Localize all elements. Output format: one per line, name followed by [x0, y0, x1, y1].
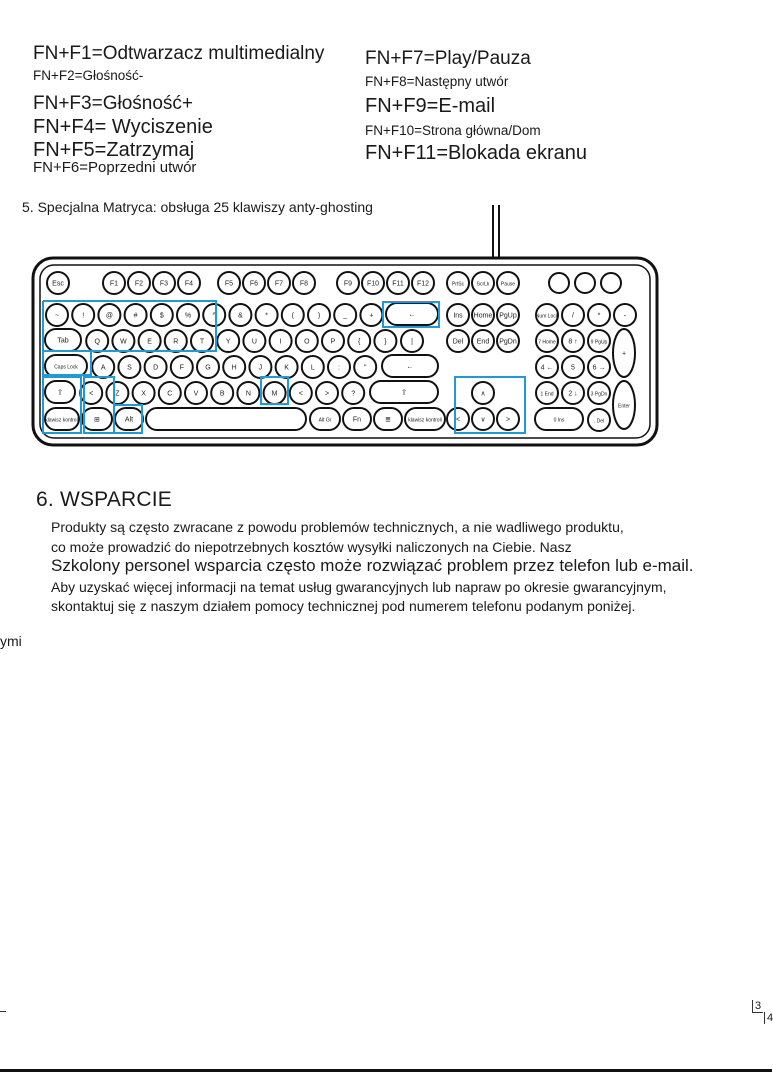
- key-label: R: [173, 338, 179, 346]
- section6-line-2: co może prowadzić do niepotrzebnych kosztów wysyłki naliczonych na Ciebie. Nasz: [51, 539, 572, 555]
- key-label: ⊞: [94, 416, 100, 424]
- key-label: Ins: [453, 312, 463, 320]
- key-label: Caps Lock: [54, 364, 78, 371]
- fn-f5-text: FN+F5=Zatrzymaj: [33, 139, 195, 161]
- key-label: F2: [134, 280, 144, 288]
- key-label: |: [411, 338, 413, 346]
- key-label: F5: [224, 280, 234, 288]
- key-label: ^: [212, 312, 216, 320]
- key-label: Q: [94, 338, 100, 346]
- key-label: D: [153, 364, 159, 372]
- key-label: <: [89, 390, 94, 398]
- key-label: Tab: [57, 337, 69, 345]
- key-label: {: [358, 338, 361, 346]
- key-label: M: [271, 390, 278, 398]
- key-label: Del: [452, 338, 464, 346]
- key-label: L: [310, 364, 315, 372]
- key-label: A: [100, 364, 106, 372]
- key-label: F4: [184, 280, 194, 288]
- key-label: >: [324, 390, 330, 398]
- fn-f9-text: FN+F9=E-mail: [365, 95, 496, 117]
- key-label: F9: [343, 280, 353, 288]
- key-76: [146, 408, 306, 430]
- key-label: F7: [274, 280, 284, 288]
- key-label: <: [455, 416, 461, 424]
- fn-f1-text: FN+F1=Odtwarzacz multimedialny: [33, 43, 325, 64]
- key-18: [601, 273, 621, 293]
- key-label: 9 PgUp: [590, 339, 608, 346]
- key-label: S: [127, 364, 132, 372]
- key-label: X: [141, 390, 146, 398]
- key-label: Pause: [500, 281, 516, 288]
- key-label: P: [330, 338, 336, 346]
- key-label: 3 PgDn: [590, 391, 608, 398]
- key-label: ): [317, 312, 321, 320]
- fn-f6-text: FN+F6=Poprzedni utwór: [33, 159, 197, 176]
- key-label: ?: [351, 390, 356, 398]
- key-label: ←: [406, 363, 414, 371]
- fn-f4-text: FN+F4= Wyciszenie: [33, 116, 213, 138]
- key-label: F6: [249, 280, 259, 288]
- key-label: ≣: [385, 416, 391, 424]
- key-label: ": [363, 364, 367, 372]
- key-label: Num Lock: [535, 313, 559, 320]
- key-label: ⇧: [57, 389, 63, 397]
- key-label: 7 Home: [538, 339, 556, 346]
- key-label: O: [304, 338, 310, 346]
- fn-f3-text: FN+F3=Głośność+: [33, 93, 193, 114]
- key-label: PgDn: [499, 338, 517, 346]
- key-label: Alt: [124, 416, 134, 424]
- key-label: T: [199, 338, 205, 346]
- key-label: klawisz kontroli: [45, 417, 79, 424]
- key-label: *: [597, 312, 601, 320]
- key-label: (: [291, 312, 294, 320]
- section6-title: 6. WSPARCIE: [36, 488, 173, 511]
- key-label: #: [133, 312, 138, 320]
- key-label: !: [82, 312, 85, 320]
- key-label: ←: [408, 311, 416, 319]
- page-number: 3: [752, 1000, 763, 1013]
- key-label: PgUp: [499, 312, 517, 320]
- key-label: +: [369, 312, 374, 320]
- key-label: F8: [299, 280, 309, 288]
- key-label: G: [205, 364, 211, 372]
- key-label: Fn: [352, 416, 362, 424]
- key-label: F3: [159, 280, 169, 288]
- key-label: &: [238, 312, 243, 320]
- key-label: /: [572, 312, 574, 320]
- section6-line-4: Aby uzyskać więcej informacji na temat usług gwarancyjnych lub napraw po okresie gwarancyjnym,: [51, 579, 667, 595]
- key-label: N: [245, 390, 251, 398]
- key-label: Enter: [618, 403, 630, 410]
- key-label: B: [219, 390, 225, 398]
- key-label: %: [184, 312, 192, 320]
- key-label: ⇧: [401, 389, 407, 397]
- key-label: 4 ←: [540, 364, 554, 372]
- key-label: H: [231, 364, 237, 372]
- key-label: +: [621, 350, 627, 358]
- key-label: _: [343, 312, 348, 320]
- page-number-next: 4: [764, 1012, 773, 1024]
- fn-f2-text: FN+F2=Głośność-: [33, 68, 144, 83]
- key-label: ScrLk: [476, 281, 490, 288]
- key-label: }: [384, 338, 387, 346]
- section5-text: 5. Specjalna Matryca: obsługa 25 klawiszy anty-ghosting: [22, 199, 373, 215]
- key-label: 5: [571, 364, 575, 372]
- key-label: Esc: [52, 280, 64, 288]
- key-label: PrtSc: [451, 281, 465, 288]
- key-label: End: [476, 338, 490, 346]
- fn-f8-text: FN+F8=Następny utwór: [365, 74, 509, 89]
- key-label: Home: [473, 312, 493, 320]
- key-label: . Del: [593, 418, 605, 425]
- key-label: F11: [392, 280, 404, 288]
- key-label: @: [105, 312, 113, 320]
- key-label: ∨: [480, 416, 486, 424]
- fn-f7-text: FN+F7=Play/Pauza: [365, 48, 531, 69]
- key-16: [549, 273, 569, 293]
- fn-f10-text: FN+F10=Strona główna/Dom: [365, 123, 541, 138]
- key-label: V: [193, 390, 199, 398]
- key-label: K: [284, 364, 289, 372]
- text-fragment-left: ymi: [0, 633, 22, 649]
- fn-f11-text: FN+F11=Blokada ekranu: [365, 142, 587, 164]
- crop-mark: [0, 1011, 6, 1012]
- key-label: *: [265, 312, 268, 320]
- key-label: $: [159, 312, 164, 320]
- key-label: Y: [225, 338, 231, 346]
- section6-line-5: skontaktuj się z naszym działem pomocy technicznej pod numerem telefonu podanym poniżej.: [51, 598, 636, 614]
- key-label: 6 →: [592, 364, 606, 372]
- key-label: E: [147, 338, 152, 346]
- key-label: F: [179, 364, 184, 372]
- key-label: Alt Gr: [318, 417, 332, 424]
- key-label: 0 Ins: [553, 417, 565, 424]
- key-label: Z: [115, 390, 120, 398]
- key-17: [575, 273, 595, 293]
- keyboard-illustration: [30, 205, 660, 450]
- section6-line-1: Produkty są często zwracane z powodu problemów technicznych, a nie wadliwego produktu,: [51, 519, 624, 535]
- key-label: F10: [366, 280, 380, 288]
- key-label: F1: [109, 280, 119, 288]
- key-label: <: [298, 390, 303, 398]
- key-label: J: [258, 364, 263, 372]
- key-label: U: [251, 338, 257, 346]
- key-label: W: [120, 338, 127, 346]
- key-label: -: [623, 312, 627, 320]
- key-label: 8 ↑: [568, 338, 578, 346]
- key-label: F12: [416, 280, 430, 288]
- key-label: ∧: [480, 390, 486, 398]
- key-label: klawisz kontroli: [408, 417, 442, 424]
- key-label: :: [338, 364, 340, 372]
- key-label: >: [505, 416, 511, 424]
- key-label: 1 End: [540, 391, 554, 398]
- key-label: ~: [54, 312, 60, 320]
- key-label: 2 ↓: [568, 390, 578, 398]
- key-label: I: [279, 338, 282, 346]
- key-label: C: [167, 390, 173, 398]
- section6-line-3: Szkolony personel wsparcia często może rozwiązać problem przez telefon lub e-mail.: [51, 556, 694, 575]
